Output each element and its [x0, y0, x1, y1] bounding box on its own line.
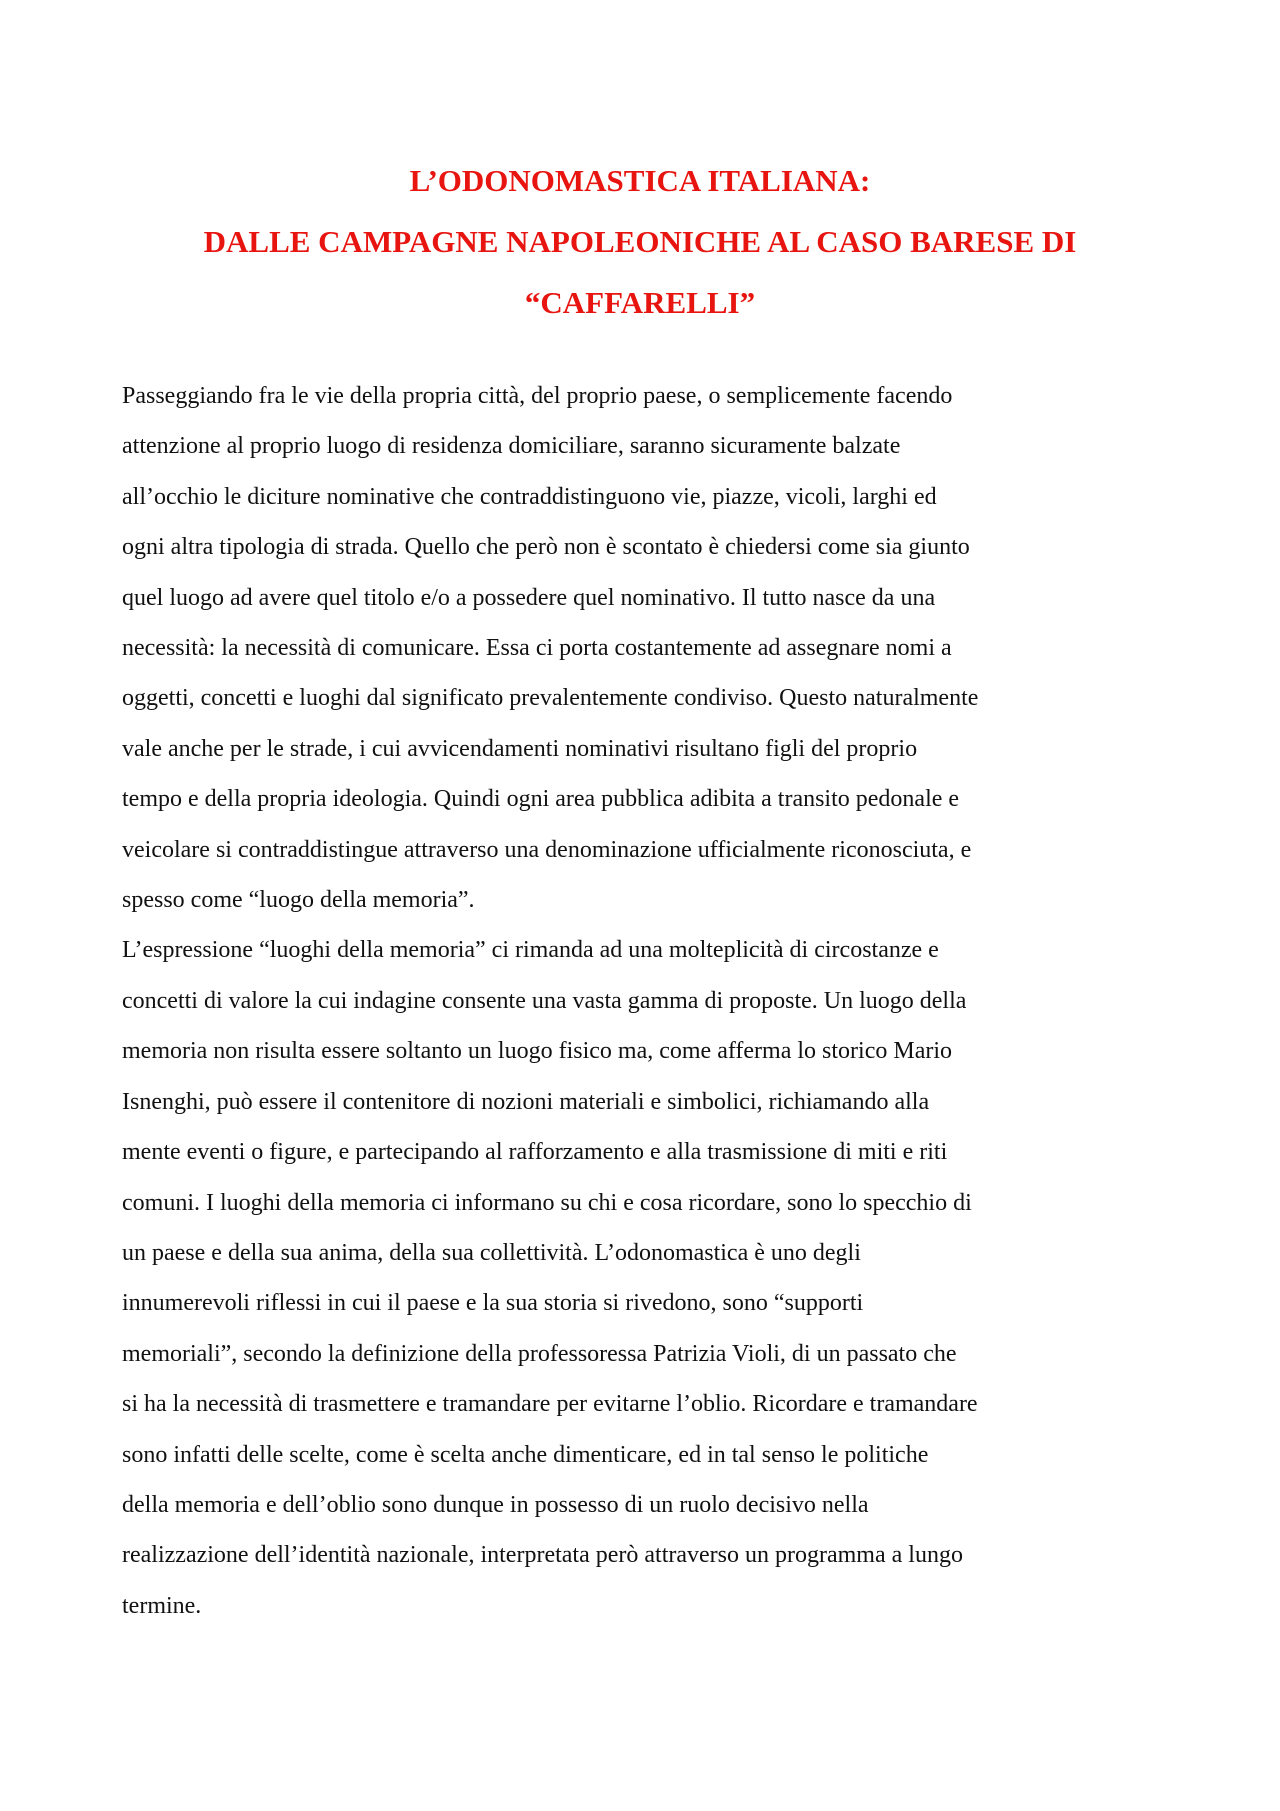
body-line: Isnenghi, può essere il contenitore di nozioni materiali e simbolici, richiamando alla: [122, 1088, 930, 1115]
body-line: ogni altra tipologia di strada. Quello che però non è scontato è chiedersi come sia giunto: [122, 534, 970, 561]
body-line: sono infatti delle scelte, come è scelta anche dimenticare, ed in tal senso le politiche: [122, 1441, 929, 1468]
body-line: comuni. I luoghi della memoria ci informano su chi e cosa ricordare, sono lo specchio di: [122, 1189, 972, 1216]
body-text: [122, 371, 1162, 1631]
body-line: della memoria e dell’oblio sono dunque in possesso di un ruolo decisivo nella: [122, 1491, 869, 1518]
body-line: realizzazione dell’identità nazionale, interpretata però attraverso un programma a lungo: [122, 1542, 963, 1569]
body-line: necessità: la necessità di comunicare. Essa ci porta costantemente ad assegnare nomi a: [122, 635, 952, 662]
body-line: tempo e della propria ideologia. Quindi ogni area pubblica adibita a transito pedonale e: [122, 786, 960, 813]
body-line: termine.: [122, 1592, 202, 1619]
body-line: L’espressione “luoghi della memoria” ci rimanda ad una molteplicità di circostanze e: [122, 937, 939, 964]
body-line: quel luogo ad avere quel titolo e/o a possedere quel nominativo. Il tutto nasce da una: [122, 584, 936, 611]
title-line: L’ODONOMASTICA ITALIANA:: [409, 163, 871, 198]
body-line: Passeggiando fra le vie della propria città, del proprio paese, o semplicemente facendo: [122, 383, 953, 409]
body-line: attenzione al proprio luogo di residenza domiciliare, saranno sicuramente balzate: [122, 433, 901, 460]
body-line: mente eventi o figure, e partecipando al rafforzamento e alla trasmissione di miti e riti: [122, 1139, 948, 1166]
body-line: veicolare si contraddistingue attraverso una denominazione ufficialmente riconosciuta, e: [122, 836, 972, 863]
body-line: memoria non risulta essere soltanto un luogo fisico ma, come afferma lo storico Mario: [122, 1038, 953, 1065]
body-line: all’occhio le diciture nominative che contraddistinguono vie, piazze, vicoli, larghi ed: [122, 483, 937, 510]
body-line: un paese e della sua anima, della sua collettività. L’odonomastica è uno degli: [122, 1239, 861, 1266]
title-line: “CAFFARELLI”: [524, 285, 756, 320]
body-line: spesso come “luogo della memoria”.: [122, 887, 475, 914]
body-line: vale anche per le strade, i cui avvicendamenti nominativi risultano figli del proprio: [122, 735, 918, 762]
body-line: si ha la necessità di trasmettere e tramandare per evitarne l’oblio. Ricordare e tramandare: [122, 1391, 978, 1418]
body-line: concetti di valore la cui indagine consente una vasta gamma di proposte. Un luogo della: [122, 987, 967, 1014]
document-title: [120, 150, 1160, 333]
body-line: innumerevoli riflessi in cui il paese e la sua storia si rivedono, sono “supporti: [122, 1290, 864, 1317]
body-line: memoriali”, secondo la definizione della professoressa Patrizia Violi, di un passato che: [122, 1340, 957, 1367]
body-line: oggetti, concetti e luoghi dal significato prevalentemente condiviso. Questo naturalmente: [122, 685, 979, 712]
title-line: DALLE CAMPAGNE NAPOLEONICHE AL CASO BARESE DI: [203, 224, 1077, 259]
